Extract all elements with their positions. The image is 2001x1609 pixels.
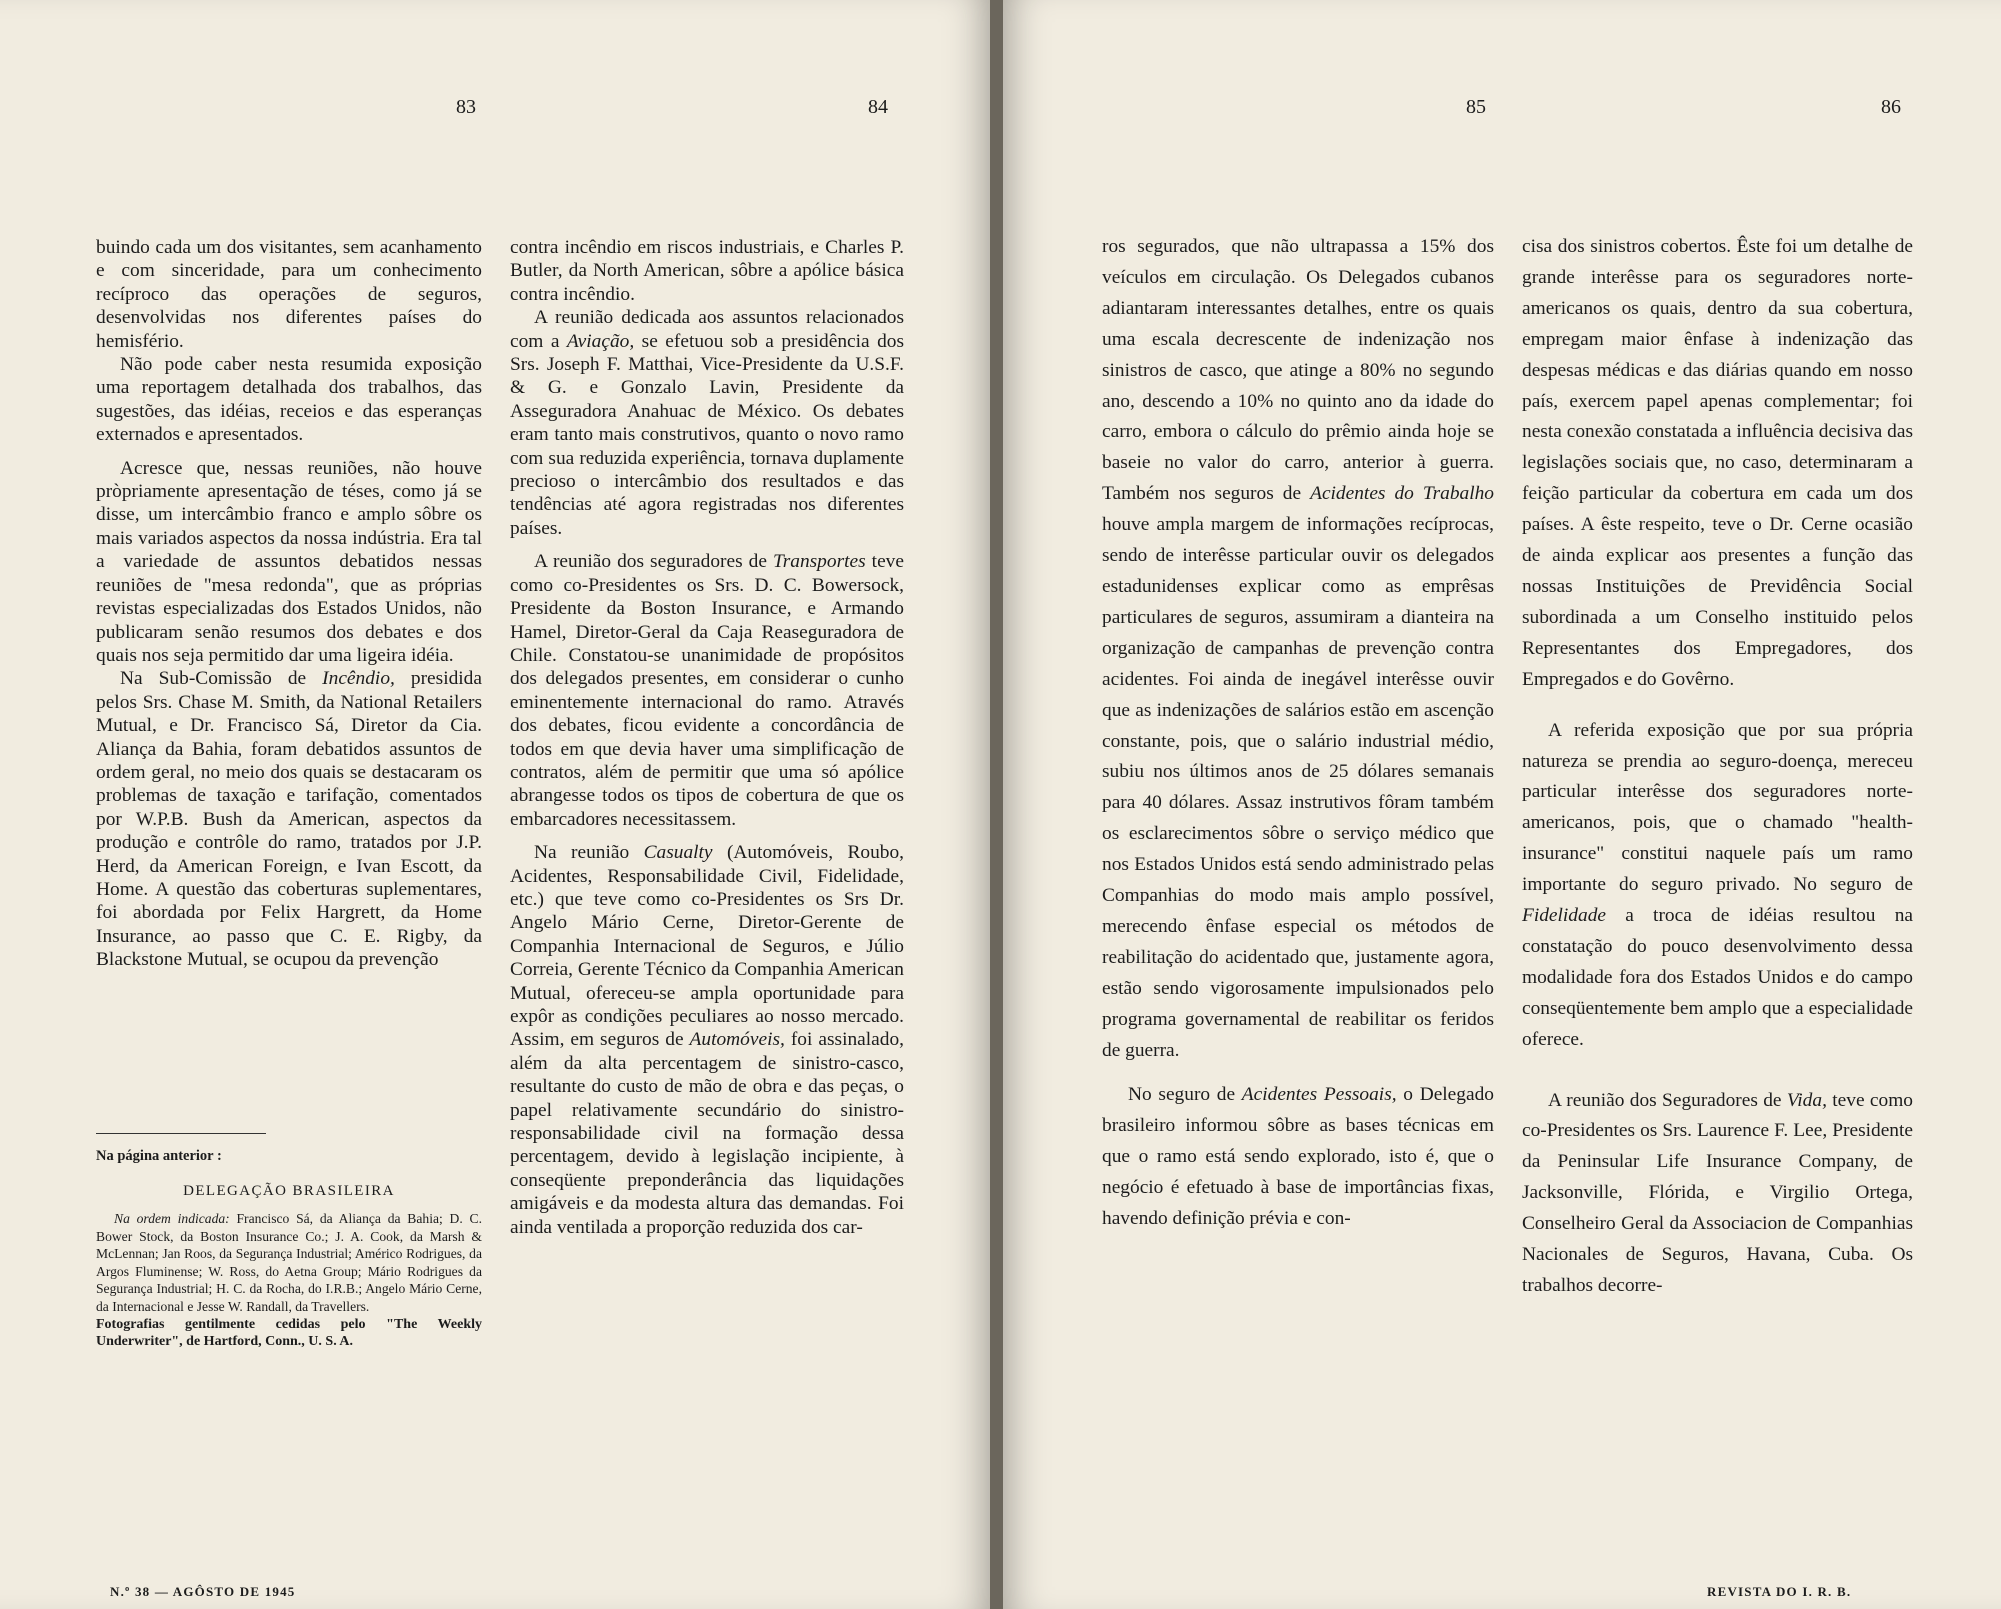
right-page: [1003, 0, 2001, 1609]
paragraph: Acresce que, nessas reuniões, não houve pròpriamente apresentação de téses, como já se disse, um intercâmbio franco e amplo sôbre os mais variados aspectos da nossa indústria. Era tal a variedade de assuntos debatidos nessas reuniões de "mesa redonda", que as próprias revistas especializadas dos Estados Unidos, não publicaram senão resumos dos debates e dos quais nos seja permitido dar uma ligeira idéia.: [96, 457, 482, 666]
paragraph: Na Sub-Comissão de Incêndio, presidida pelos Srs. Chase M. Smith, da National Retailers Mutual, e Dr. Francisco Sá, Diretor da Cia. Aliança da Bahia, foram debatidos assuntos de ordem geral, no meio dos quais se destacaram os problemas de taxação e tarifação, comentados por W.P.B. Bush da American, aspectos da produção e contrôle do ramo, tratados por J.P. Herd, da American Foreign, e Ivan Escott, da Home. A questão das coberturas suplementares, foi abordada por Felix Hargrett, da Home Insurance, ao passo que C. E. Rigby, da Blackstone Mutual, se ocupou da prevenção: [96, 668, 482, 971]
paragraph: No seguro de Acidentes Pessoais, o Delegado brasileiro informou sôbre as bases técnicas em que o ramo está sendo explorado, isto é, que o negócio é efetuado à base de importâncias fixas, havendo definição prévia e con-: [1102, 1084, 1494, 1230]
caption-names: Na ordem indicada: Francisco Sá, da Aliança da Bahia; D. C. Bower Stock, da Boston Insurance Co.; J. A. Cook, da Marsh & McLennan; Jan Roos, da Segurança Industrial; Américo Rodrigues, da Argos Fluminense; W. Ross, do Aetna Group; Mário Rodrigues da Segurança Industrial; H. C. da Rocha, do I.R.B.; Angelo Mário Cerne, da Internacional e Jesse W. Randall, da Travellers.: [96, 1211, 482, 1314]
caption-header: Na página anterior :: [96, 1148, 222, 1164]
paragraph: A referida exposição que por sua própria natureza se prendia ao seguro-doença, mereceu particular interêsse dos seguradores norte-americanos, pois, que o chamado "health-insurance" constitui naquele país um ramo importante do seguro privado. No seguro de Fidelidade a troca de idéias resultou na constatação do pouco desenvolvimento dessa modalidade fora dos Estados Unidos e do campo conseqüentemente bem amplo que a especialidade oferece.: [1522, 719, 1913, 1050]
paragraph: buindo cada um dos visitantes, sem acanhamento e com sinceridade, para um conhecimento recíproco das operações de seguros, desenvolvidas nos diferentes países do hemisfério.: [96, 237, 482, 352]
caption-divider: [96, 1133, 266, 1134]
footer-issue: N.º 38 — AGÔSTO DE 1945: [110, 1584, 296, 1599]
paragraph: A reunião dos Seguradores de Vida, teve como co-Presidentes os Srs. Laurence F. Lee, Presidente da Peninsular Life Insurance Company, de Jacksonville, Flórida, e Virgilio Ortega, Conselheiro Geral da Associacion de Companhias Nacionales de Seguros, Havana, Cuba. Os trabalhos decorre-: [1522, 1089, 1913, 1296]
caption-title: DELEGAÇÃO BRASILEIRA: [183, 1183, 395, 1199]
column-page-85: [1102, 232, 1494, 1235]
column-page-84: [510, 236, 904, 1239]
caption-credit: Fotografias gentilmente cedidas pelo "The Weekly Underwriter", de Hartford, Conn., U. S. A.: [96, 1316, 482, 1350]
paragraph: A reunião dedicada aos assuntos relacionados com a Aviação, se efetuou sob a presidência dos Srs. Joseph F. Matthai, Vice-Presidente da U.S.F. & G. e Gonzalo Lavin, Presidente da Asseguradora Anahuac de México. Os debates eram tanto mais construtivos, quanto o novo ramo com sua reduzida experiência, tornava duplamente precioso o intercâmbio dos resultados e das tendências até agora registradas nos diferentes países.: [510, 307, 905, 539]
page-number-85: 85: [1466, 96, 1486, 118]
paragraph: ros segurados, que não ultrapassa a 15% dos veículos em circulação. Os Delegados cubanos adiantaram interessantes detalhes, entre os quais uma escala decrescente de indenização nos sinistros de casco, que atinge a 80% no segundo ano, descendo a 10% no quinto ano da idade do carro, embora o cálculo do prêmio ainda hoje se baseie no valor do carro, anterior à guerra. Também nos seguros de Acidentes do Trabalho houve ampla margem de informações recíprocas, sendo de interêsse particular ouvir os delegados estadunidenses explicar como as emprêsas particulares de seguros, assumiram a dianteira na organização de campanhas de prevenção contra acidentes. Foi ainda de inegável interêsse ouvir que as indenizações de salários estão em ascenção constante, pois, que o salário industrial médio, subiu nos últimos anos de 25 dólares semanais para 40 dólares. Assaz instrutivos fôram também os esclarecimentos sôbre o serviço médico que nos Estados Unidos está sendo administrado pelas Companhias do modo mais amplo possível, merecendo ênfase especial os métodos de reabilitação do acidentado que, justamente agora, estão sendo vigorosamente impulsionados pelo programa governamental de reabilitar os feridos de guerra.: [1102, 236, 1495, 1061]
left-page: [0, 0, 990, 1609]
photo-caption: [96, 1148, 482, 1351]
page-number-83: 83: [456, 96, 476, 118]
page-number-86: 86: [1881, 96, 1901, 118]
binding-gutter: [990, 0, 1003, 1609]
page-number-84: 84: [868, 96, 888, 118]
footer-magazine: REVISTA DO I. R. B.: [1707, 1584, 1852, 1599]
column-page-83: [96, 236, 482, 972]
paragraph: cisa dos sinistros cobertos. Êste foi um detalhe de grande interêsse para os seguradores norte-americanos os quais, dentro da sua cobertura, empregam maior ênfase à indenização das despesas médicas e das diárias quando em nosso país, exercem papel apenas complementar; foi nesta conexão constatada a influência decisiva das legislações sociais que, no caso, determinaram a feição particular da cobertura em cada um dos países. A êste respeito, teve o Dr. Cerne ocasião de ainda explicar aos presentes a função das nossas Instituições de Previdência Social subordinada a um Conselho instituido pelos Representantes dos Empregadores, dos Empregados e do Govêrno.: [1522, 236, 1913, 690]
paragraph: Na reunião Casualty (Automóveis, Roubo, Acidentes, Responsabilidade Civil, Fidelidade, etc.) que teve como co-Presidentes os Srs Dr. Angelo Mário Cerne, Diretor-Gerente de Companhia Internacional de Seguros, e Júlio Correia, Gerente Técnico da Companhia American Mutual, ofereceu-se ampla oportunidade para expôr as condições peculiares ao nosso mercado. Assim, em seguros de Automóveis, foi assinalado, além da alta percentagem de sinistro-casco, resultante do custo de mão de obra e das peças, o papel relativamente secundário do sinistro-responsabilidade civil na formação dessa percentagem, devido à legislação incipiente, à conseqüente preponderância das liquidações amigáveis e da modesta altura das demandas. Foi ainda ventilada a proporção reduzida dos car-: [510, 842, 905, 1238]
paragraph: A reunião dos seguradores de Transportes teve como co-Presidentes os Srs. D. C. Bowersock, Presidente da Boston Insurance, e Armando Hamel, Diretor-Geral da Caja Reaseguradora de Chile. Constatou-se unanimidade de propósitos dos delegados presentes, em considerar o cunho eminentemente internacional do ramo. Através dos debates, ficou evidente a concordância de todos em que devia haver uma simplificação de contratos, além de permitir que uma só apólice abrangesse todos os tipos de cobertura de que os embarcadores necessitassem.: [510, 551, 904, 830]
paragraph: contra incêndio em riscos industriais, e Charles P. Butler, da North American, sôbre a apólice básica contra incêndio.: [510, 237, 904, 305]
paragraph: Não pode caber nesta resumida exposição uma reportagem detalhada dos trabalhos, das sugestões, das idéias, receios e das esperanças externados e apresentados.: [96, 354, 482, 446]
column-page-86: [1522, 232, 1913, 1302]
